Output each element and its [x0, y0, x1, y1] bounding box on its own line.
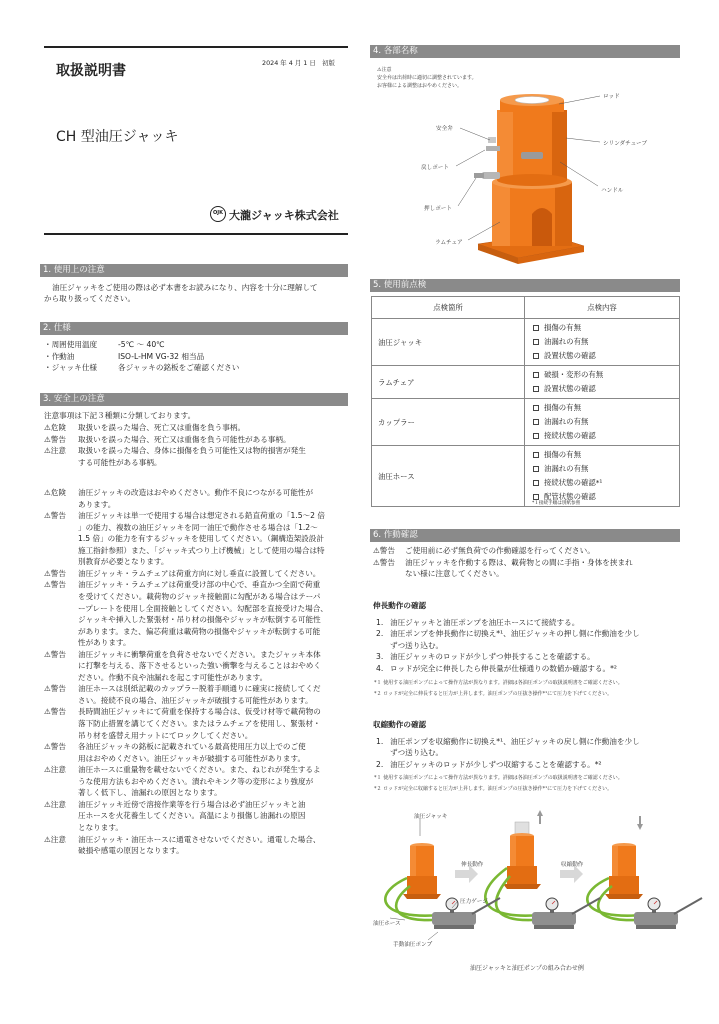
caution-text: 油圧ジャッキ・ラムチェアは荷重方向に対し垂直に設置してください。	[78, 568, 321, 578]
diagram-caption: 油圧ジャッキと油圧ポンプの組み合わせ例	[470, 965, 584, 972]
extend-step-label: 4.	[376, 663, 384, 673]
extend-note-2: *２ ロッドが完全に伸長すると圧力が上昇します。油圧ポンプの圧抜き操作*¹にて圧力を下げてください。	[374, 691, 613, 697]
inspection-item-text: 配管状態の確認	[544, 492, 596, 501]
hazard-def-text: 取扱いを誤った場合、死亡又は重傷を負う可能性がある事柄。	[78, 434, 291, 444]
inspection-item-text: 油漏れの有無	[544, 337, 589, 346]
company-name: 大瀧ジャッキ株式会社	[229, 209, 339, 222]
inspection-item-text: 損傷の有無	[544, 450, 581, 459]
inspection-item-text: 設置状態の確認	[544, 384, 596, 393]
caution-text: 油圧ジャッキ・ラムチェアは荷重受け部の中心で、垂直かつ全面で荷重	[78, 580, 321, 590]
spec-label: ・ジャッキ仕様	[44, 363, 98, 373]
inspection-place: カップラー	[372, 399, 525, 446]
caution-label: ⚠警告	[44, 649, 66, 659]
extend-step-label: 2.	[376, 629, 384, 639]
caution-text: を受けてください。載荷物のジャッキ接触面に勾配がある場合はテーパ	[78, 591, 321, 601]
sec1-line-1: 油圧ジャッキをご使用の際は必ず本書をお読みになり、内容を十分に理解して	[52, 283, 318, 292]
callout-push-port: 押しポート	[424, 206, 452, 212]
retract-step-label: 1.	[376, 737, 384, 746]
section-2-header: 2. 仕様	[40, 322, 348, 335]
diagram-gauge-label: 圧力ゲージ	[460, 899, 488, 905]
inspection-place: ラムチェア	[372, 366, 525, 399]
caution-text: 著しく低下し、油漏れの原因となります。	[78, 788, 222, 798]
col-inspection-place: 点検箇所	[372, 297, 525, 319]
caution-text: 別教育が必要となります。	[78, 557, 169, 567]
caution-text: 1.5 倍」の能力を有するジャッキを使用してください。（鋼構造架設設計	[78, 534, 324, 544]
caution-text: 長時間油圧ジャッキにて荷重を保持する場合は、仮受け材等で載荷物の	[78, 707, 321, 717]
caution-text: 吊り材を盛替え用ナットにてロックしてください。	[78, 730, 253, 740]
issue-date: 2024 年 4 月 1 日 初版	[262, 59, 335, 67]
section-3-header: 3. 安全上の注意	[40, 393, 348, 406]
sec4-note-3: お客様による調整はおやめください。	[377, 83, 463, 89]
caution-text: 油圧ジャッキ近傍で溶接作業等を行う場合は必ず油圧ジャッキと油	[78, 799, 306, 809]
inspection-item-text: 油漏れの有無	[544, 464, 589, 473]
caution-text: があります。また、偏芯荷重は載荷物の損傷やジャッキが転倒する可能	[78, 626, 321, 636]
retract-step-label: 2.	[376, 759, 384, 769]
caution-label: ⚠注意	[44, 765, 66, 775]
caution-text: 落下防止措置を講じてください。またはラムチェアを使用し、緊張材・	[78, 719, 321, 728]
hazard-def-text: する可能性がある事柄。	[78, 457, 162, 467]
section-4-header: 4. 各部名称	[370, 45, 680, 58]
caution-text: 油圧ジャッキの改造はおやめください。動作不良につながる可能性が	[78, 488, 314, 497]
inspection-item-text: 破損・変形の有無	[544, 370, 604, 379]
extend-step-text: 油圧ジャッキのロッドが少しずつ伸長することを確認する。	[390, 652, 595, 662]
caution-text: 油圧ホースに重量物を載せないでください。また、ねじれが発生するよ	[78, 765, 321, 775]
retract-note-2: *２ ロッドが完全に収縮すると圧力が上昇します。油圧ポンプの圧抜き操作*¹にて圧力を下げてください。	[374, 786, 613, 792]
extend-step-label: 3.	[376, 652, 384, 662]
inspection-item-text: 損傷の有無	[544, 323, 581, 332]
caution-text: あります。	[78, 499, 116, 509]
inspection-item-text: 設置状態の確認	[544, 351, 596, 360]
extend-step-text: ずつ送り込む。	[390, 640, 444, 650]
col-inspection-content: 点検内容	[525, 297, 680, 319]
inspection-item-text: 接続状態の確認	[544, 431, 596, 440]
doc-title: 取扱説明書	[56, 63, 126, 79]
extend-step-label: 1.	[376, 618, 384, 627]
table-footnote: *１接続手順は別紙参照	[532, 501, 581, 506]
hazard-def-label: ⚠危険	[44, 423, 66, 432]
diagram-retract-label: 収縮動作	[561, 862, 584, 868]
logo-text: OJK	[213, 210, 223, 216]
caution-text: さい。接続不良の場合、油圧ジャッキが破損する可能性があります。	[78, 695, 313, 705]
caution-text: 破損や感電の原因となります。	[78, 846, 184, 856]
caution-label: ⚠危険	[44, 488, 66, 497]
spec-label: ・周囲使用温度	[44, 340, 98, 349]
inspection-item-text: 油漏れの有無	[544, 417, 589, 426]
retract-step-text: ずつ送り込む。	[390, 748, 444, 758]
operation-warning-text: ない様に注意してください。	[405, 569, 504, 578]
inspection-place: 油圧ホース	[372, 446, 525, 507]
hazard-def-label: ⚠警告	[44, 434, 66, 444]
caution-text: 油圧ジャッキは単一で使用する場合は想定される鉛直荷重の「1.5～2 倍	[78, 511, 325, 521]
inspection-place: 油圧ジャッキ	[372, 319, 525, 366]
retract-title: 収縮動作の確認	[373, 720, 427, 729]
caution-text: 油圧ジャッキに衝撃荷重を負荷させないでください。またジャッキ本体	[78, 649, 321, 659]
extend-step-text: 油圧ポンプを伸長動作に切換え*¹、油圧ジャッキの押し側に作動油を少し	[390, 629, 640, 639]
extend-note-1: *１ 使用する油圧ポンプによって操作方法が異なります。詳細は各油圧ポンプの取扱説明書をご確認ください。	[374, 680, 623, 686]
diagram-jack-label: 油圧ジャッキ	[414, 814, 448, 820]
hazard-def-text: 取扱いを誤った場合、死亡又は重傷を負う事柄。	[78, 423, 246, 432]
caution-text: 圧ホースを火花養生してください。高温により損傷し油漏れの原因	[78, 811, 306, 821]
caution-text: 油圧ジャッキ・油圧ホースに通電させないでください。通電した場合、	[78, 834, 321, 844]
caution-text: に打撃を与える、落下させるといった強い衝撃を与えることはおやめく	[78, 661, 321, 671]
caution-text: うな使用方法もおやめください。潰れやキンク等の変形により強度が	[78, 776, 314, 786]
callout-return-port: 戻しポート	[421, 165, 449, 171]
caution-text: ジャッキや挿入した緊張材・吊り材の損傷やジャッキが転倒する可能性	[78, 615, 321, 625]
section-1-header: 1. 使用上の注意	[40, 264, 348, 277]
diagram-extend-label: 伸長動作	[461, 862, 484, 868]
section-5-header: 5. 使用前点検	[370, 279, 680, 292]
callout-rod: ロッド	[603, 94, 620, 100]
spec-value: -5℃ ～ 40℃	[118, 340, 165, 349]
operation-warning-label: ⚠警告	[373, 557, 395, 567]
product-name: CH 型油圧ジャッキ	[56, 129, 179, 145]
spec-value: 各ジャッキの銘板をご確認ください	[118, 363, 240, 373]
caution-label: ⚠警告	[44, 742, 66, 752]
caution-label: ⚠注意	[44, 799, 66, 809]
extend-step-text: 油圧ジャッキと油圧ポンプを油圧ホースにて接続する。	[390, 618, 580, 627]
operation-warning-label: ⚠警告	[373, 546, 395, 555]
caution-text: 」の能力、複数の油圧ジャッキを同一油圧で動作させる場合は「1.2～	[78, 522, 318, 532]
callout-ram-chair: ラムチェア	[435, 240, 463, 246]
retract-note-1: *１ 使用する油圧ポンプによって操作方法が異なります。詳細は各油圧ポンプの取扱説明書をご確認ください。	[374, 775, 623, 781]
sec4-note-1: ⚠注意	[377, 67, 392, 73]
operation-warning-text: 油圧ジャッキを作動する際は、載荷物との間に手指・身体を挟まれ	[405, 557, 633, 567]
spec-label: ・作動油	[44, 351, 75, 361]
caution-text: 施工指針参照）また、「ジャッキ式つり上げ機械」として使用の場合は特	[78, 545, 325, 555]
hazard-def-text: 取扱いを誤った場合、身体に損傷を負う可能性又は物的損害が発生	[78, 446, 306, 455]
caution-label: ⚠警告	[44, 580, 66, 590]
caution-text: 用はおやめください。油圧ジャッキが破損する可能性があります。	[78, 753, 306, 763]
caution-text: ださい。作動不良や油漏れを起こす可能性があります。	[78, 672, 268, 682]
hazard-def-label: ⚠注意	[44, 446, 66, 455]
retract-step-text: 油圧ポンプを収縮動作に切換え*¹、油圧ジャッキの戻し側に作動油を少し	[390, 737, 640, 746]
spec-value: ISO-L-HM VG-32 相当品	[118, 351, 205, 361]
caution-text: となります。	[78, 822, 123, 832]
retract-step-text: 油圧ジャッキのロッドが少しずつ収縮することを確認する。*²	[390, 759, 602, 769]
sec4-note-2: 安全弁は出荷時に適切に調整されています。	[377, 75, 477, 81]
operation-warning-text: ご使用前に必ず無負荷での作動確認を行ってください。	[405, 546, 595, 555]
inspection-item-text: 接続状態の確認*¹	[544, 478, 603, 487]
sec3-intro: 注意事項は下記３種類に分類しております。	[44, 411, 196, 420]
caution-text: 性があります。	[78, 638, 131, 648]
diagram-hose-label: 油圧ホース	[373, 921, 401, 927]
diagram-pump-label: 手動油圧ポンプ	[393, 942, 433, 948]
caution-label: ⚠警告	[44, 568, 66, 578]
extend-title: 伸長動作の確認	[373, 601, 427, 610]
section-6-header: 6. 作動確認	[370, 529, 680, 542]
callout-safety-valve: 安全弁	[436, 126, 453, 132]
extend-step-text: ロッドが完全に伸長したら伸長量が仕様通りの数値か確認する。*²	[390, 663, 617, 673]
caution-label: ⚠警告	[44, 511, 66, 521]
caution-text: 油圧ホースは別紙記載のカップラー脱着手順通りに確実に接続してくだ	[78, 684, 321, 694]
inspection-item-text: 損傷の有無	[544, 403, 581, 412]
caution-label: ⚠注意	[44, 834, 66, 844]
caution-text: ープレートを使用し全面接触としてください。勾配部を直接受けた場合、	[78, 603, 328, 613]
caution-label: ⚠警告	[44, 684, 66, 694]
caution-text: 各油圧ジャッキの銘板に記載されている最高使用圧力以上でのご使	[78, 742, 306, 752]
callout-cylinder-tube: シリンダチューブ	[603, 141, 648, 147]
caution-label: ⚠警告	[44, 707, 66, 717]
callout-handle: ハンドル	[601, 188, 624, 194]
sec1-line-2: から取り扱ってください。	[44, 294, 136, 303]
